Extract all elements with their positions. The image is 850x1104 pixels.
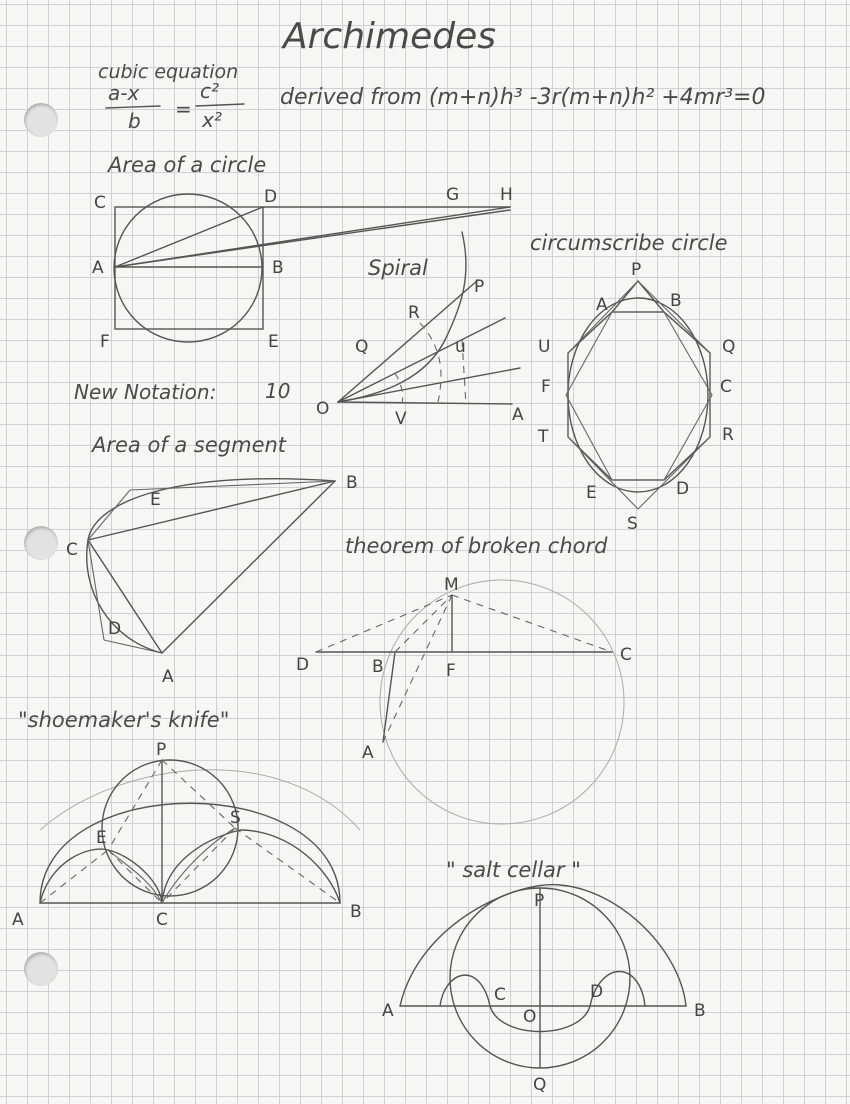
cubic-equation-section (98, 61, 765, 133)
circ-label-e: E (586, 483, 597, 503)
spiral-label-u: u (455, 337, 466, 357)
circ-label-r: R (722, 425, 734, 445)
dashed-pe (108, 760, 162, 850)
fraction-left-denominator: b (128, 109, 141, 133)
derived-equation: derived from (m+n)h³ -3r(m+n)h² +4mr³=0 (280, 85, 766, 110)
circ-label-d: D (676, 479, 690, 499)
fraction-left-bar (106, 106, 160, 108)
circ-label-b: B (670, 291, 682, 311)
spiral-line-ray-3 (338, 368, 520, 402)
circumscribe-circle (568, 298, 708, 492)
circ-label-a: A (596, 295, 608, 315)
sk-label-a: A (12, 910, 24, 930)
arbelos-inner-arcs (108, 828, 235, 903)
dashed-ec (108, 850, 162, 903)
area-circle-heading: Area of a circle (108, 153, 267, 177)
sc-label-c: C (494, 985, 506, 1005)
spiral-arc-dashed-1 (420, 323, 441, 402)
chord-ab (162, 481, 335, 653)
seg-label-d: D (108, 619, 122, 639)
fraction-left-numerator: a-x (108, 81, 140, 105)
bc-label-a: A (362, 743, 374, 763)
spiral-arc-dashed-2 (395, 373, 403, 403)
label-a: A (92, 258, 104, 278)
line-a-h-lower (115, 210, 510, 267)
spiral-label-v: V (395, 409, 407, 429)
chord-da (104, 640, 162, 653)
new-notation-heading: New Notation: (74, 380, 217, 404)
faint-outer-arc (40, 770, 360, 830)
shoemaker-heading: "shoemaker's knife" (18, 708, 230, 732)
sk-label-c: C (156, 910, 168, 930)
salt-cellar-section (382, 858, 706, 1095)
label-g: G (446, 185, 460, 205)
sk-label-e: E (96, 828, 107, 848)
circ-label-s: S (627, 514, 638, 534)
page-title: Archimedes (283, 16, 497, 57)
dashed-sc (162, 828, 235, 903)
label-h: H (500, 185, 513, 205)
spiral-label-p: P (474, 277, 485, 297)
sk-label-b: B (350, 902, 362, 922)
sk-label-p: P (156, 740, 167, 760)
label-c: C (94, 193, 106, 213)
area-of-circle-section (92, 153, 513, 352)
fraction-right-bar (196, 104, 244, 106)
seg-label-a: A (162, 667, 174, 687)
circ-label-c: C (720, 377, 732, 397)
sc-label-o: O (523, 1007, 537, 1027)
sc-label-a: A (382, 1001, 394, 1021)
equals-sign: = (175, 97, 192, 121)
new-notation-value: 10 (265, 379, 291, 403)
salt-cellar-heading: " salt cellar " (446, 858, 581, 882)
label-b: B (272, 258, 284, 278)
bc-label-d: D (296, 655, 310, 675)
line-a-d (115, 207, 263, 267)
circle-square (115, 207, 263, 329)
seg-label-b: B (346, 473, 358, 493)
circ-label-t: T (538, 427, 549, 447)
sc-label-b: B (694, 1001, 706, 1021)
outer-polygon (568, 281, 710, 480)
cubic-heading: cubic equation (98, 61, 239, 83)
bc-label-f: F (446, 661, 456, 681)
fraction-right-numerator: c² (200, 79, 220, 103)
spiral-label-r: R (408, 303, 420, 323)
bc-label-m: M (444, 575, 459, 595)
dashed-mc (452, 595, 612, 652)
circ-label-u: U (538, 337, 551, 357)
seg-label-c: C (66, 540, 78, 560)
sc-label-p: P (534, 891, 545, 911)
seg-label-e: E (150, 490, 161, 510)
chord-cd (88, 540, 104, 640)
circ-label-p: P (631, 260, 642, 280)
area-of-segment-section (66, 433, 358, 687)
fraction-right-denominator: x² (202, 108, 222, 132)
spiral-label-a: A (512, 405, 524, 425)
spiral-section (316, 232, 524, 429)
chord-ce (88, 490, 130, 540)
spiral-label-q: Q (355, 337, 369, 357)
sk-label-s: S (230, 808, 241, 828)
broken-chord-section (296, 534, 632, 824)
sc-label-q: Q (533, 1075, 547, 1095)
spiral-label-o: O (316, 399, 330, 419)
label-f: F (100, 332, 110, 352)
label-e: E (268, 332, 279, 352)
chord-cb (88, 481, 335, 540)
sc-label-d: D (590, 982, 604, 1002)
circ-label-q: Q (722, 337, 736, 357)
label-d: D (264, 187, 278, 207)
broken-chord-heading: theorem of broken chord (345, 534, 608, 558)
outer-hexagon (568, 281, 710, 509)
bc-label-b: B (372, 657, 384, 677)
circumscribe-section (530, 231, 735, 534)
dashed-sb (235, 828, 340, 903)
small-semicircle-left (40, 849, 162, 903)
dashed-ae (40, 850, 108, 903)
shoemakers-knife-section (12, 708, 362, 930)
spiral-heading: Spiral (368, 256, 428, 280)
broken-chord-circle (380, 580, 624, 824)
salt-cellar-small-arc-left (440, 975, 490, 1006)
circ-label-f: F (541, 377, 551, 397)
bc-label-c: C (620, 645, 632, 665)
segment-heading: Area of a segment (92, 433, 287, 457)
spiral-line-ray-2 (338, 318, 505, 402)
dashed-bm (395, 595, 452, 652)
new-notation-section (74, 379, 290, 404)
spiral-line-oa (338, 402, 512, 404)
dashed-dm (316, 595, 452, 652)
circumscribe-heading: circumscribe circle (530, 231, 728, 255)
